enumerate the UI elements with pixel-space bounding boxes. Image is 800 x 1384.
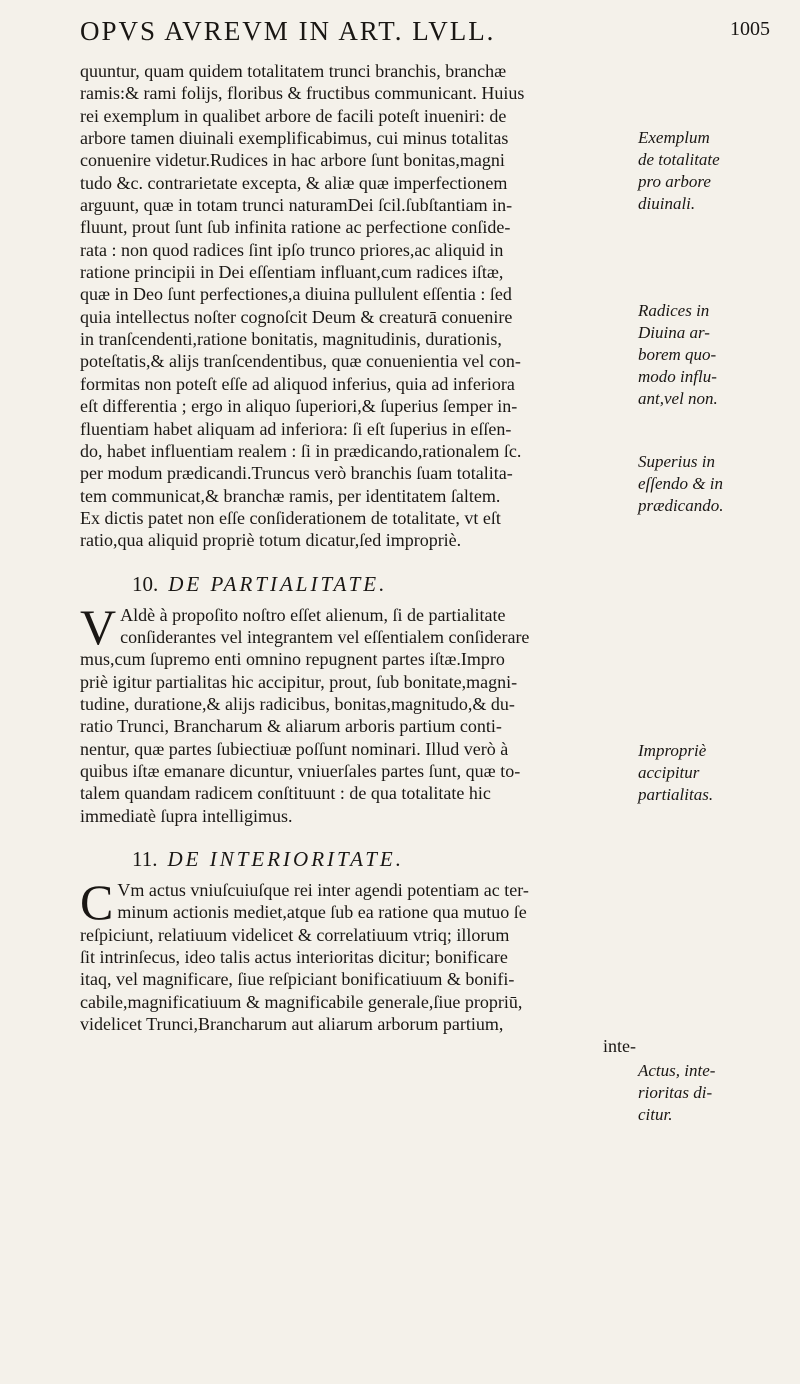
margin-line: eſſendo & in [638, 474, 723, 493]
text-line: quibus iſtæ emanare dicuntur, vniuerſales partes ſunt, quæ to- [80, 760, 521, 781]
text-line: fluentiam habet aliquam ad inferiora: ſi eſt ſuperius in eſſen- [80, 418, 512, 439]
text-line: per modum prædicandi.Truncus verò branchis ſuam totalita- [80, 463, 513, 484]
margin-line: prædicando. [638, 496, 724, 515]
margin-line: borem quo- [638, 345, 717, 364]
paragraph-totalitas [80, 60, 636, 552]
section-heading-partialitate [80, 564, 636, 604]
text-line: minum actionis mediet,atque ſub ea ratione qua mutuo ſe [117, 902, 527, 923]
margin-line: pro arbore [638, 172, 711, 191]
text-line: ramis:& rami folijs, floribus & fructibus communicant. Huius [80, 83, 525, 104]
margin-line: rioritas di- [638, 1083, 713, 1102]
text-line: formitas non poteſt eſſe ad aliquod inferius, quia ad inferiora [80, 373, 515, 394]
margin-note-superius [638, 451, 723, 517]
margin-line: citur. [638, 1105, 673, 1124]
text-line: videlicet Trunci,Brancharum aut aliarum arborum partium, [80, 1014, 504, 1035]
margin-note-radices [638, 300, 718, 410]
page-header [80, 12, 770, 52]
section-number: 11. [132, 847, 158, 871]
text-line: rata : non quod radices ſint ipſo trunco priores,ac aliquid in [80, 239, 504, 260]
paragraph-interioritas [80, 874, 636, 1058]
text-line: eſt differentia ; ergo in aliquo ſuperiori,& ſuperius ſemper in- [80, 396, 518, 417]
margin-note-actus [638, 1060, 715, 1126]
margin-line: Diuina ar- [638, 323, 710, 342]
paragraph-partialitas [80, 598, 636, 827]
section-heading-interioritate [80, 839, 636, 879]
margin-line: Impropriè [638, 741, 707, 760]
margin-line: partialitas. [638, 785, 714, 804]
text-line: fluunt, prout ſunt ſub infinita ratione ac perfectione conſide- [80, 217, 511, 238]
text-line: ſit intrinſecus, ideo talis actus interioritas dicitur; bonificare [80, 947, 508, 968]
text-line: Aldè à propoſito noſtro eſſet alienum, ſi de partialitate [120, 604, 506, 625]
margin-line: Actus, inte- [638, 1061, 716, 1080]
main-text-column [80, 60, 636, 1058]
text-line: quæ in Deo ſunt perfectiones,a diuina pullulent eſſentia : ſed [80, 284, 512, 305]
margin-line: Superius in [638, 452, 715, 471]
text-line: rei exemplum in qualibet arbore de facili poteſt inueniri: de [80, 105, 507, 126]
section-title: DE PARTIALITATE. [168, 571, 388, 596]
text-line: ratio,qua aliquid propriè totum dicatur,ſed impropriè. [80, 530, 462, 551]
margin-line: Exemplum [638, 128, 710, 147]
running-title: OPVS AVREVM IN ART. LVLL. [80, 16, 496, 46]
margin-line: modo influ- [638, 367, 717, 386]
text-line: tem communicat,& branchæ ramis, per identitatem ſaltem. [80, 485, 501, 506]
text-line: immediatè ſupra intelligimus. [80, 805, 293, 826]
page-number: 1005 [730, 18, 770, 40]
margin-note-impropria [638, 740, 713, 806]
text-line: conſiderantes vel integrantem vel eſſentialem conſiderare [120, 626, 530, 647]
section-number: 10. [132, 571, 159, 596]
margin-line: accipitur [638, 763, 700, 782]
margin-note-exemplum [638, 127, 720, 215]
margin-line: ant,vel non. [638, 389, 718, 408]
text-line: poteſtatis,& alijs tranſcendentibus, quæ conuenientia vel con- [80, 351, 521, 372]
text-line: cabile,magnificatiuum & magnificabile generale,ſiue propriū, [80, 991, 523, 1012]
text-line: Vm actus vniuſcuiuſque rei inter agendi potentiam ac ter- [117, 880, 529, 900]
text-line: quia intellectus noſter cognoſcit Deum & creaturā conuenire [80, 306, 513, 327]
text-line: quuntur, quam quidem totalitatem trunci branchis, branchæ [80, 61, 507, 81]
text-line: ratione principii in Dei eſſentiam influant,cum radices iſtæ, [80, 262, 504, 283]
text-line: tudine, duratione,& alijs radicibus, bonitas,magnitudo,& du- [80, 693, 515, 714]
text-line: nentur, quæ partes ſubiectiuæ poſſunt nominari. Illud verò à [80, 738, 509, 759]
catchword: inte- [603, 1036, 636, 1057]
text-line: do, habet influentiam realem : ſi in prædicando,rationalem ſc. [80, 440, 522, 461]
text-line: ratio Trunci, Brancharum & aliarum arboris partium conti- [80, 716, 502, 737]
text-line: talem quandam radicem conſtituunt : de qua totalitate hic [80, 783, 491, 804]
margin-line: Radices in [638, 301, 710, 320]
text-line: arguunt, quæ in totam trunci naturamDei ſcil.ſubſtantiam in- [80, 195, 513, 216]
section-title: DE INTERIORITATE. [167, 847, 404, 871]
text-line: in tranſcendenti,ratione bonitatis, magnitudinis, durationis, [80, 329, 502, 350]
text-line: reſpiciunt, relatiuum videlicet & correlatiuum vtriq; illorum [80, 924, 510, 945]
text-line: arbore tamen diuinali exemplificabimus, cui minus totalitas [80, 128, 509, 149]
text-line: itaq, vel magnificare, ſiue reſpiciant bonificatiuum & bonifi- [80, 969, 515, 990]
text-line: tudo &c. contrarietate excepta, & aliæ quæ imperfectionem [80, 172, 508, 193]
drop-cap: V [80, 598, 117, 655]
drop-cap: C [80, 874, 114, 930]
margin-line: diuinali. [638, 194, 696, 213]
margin-line: de totalitate [638, 150, 720, 169]
text-line: mus,cum ſupremo enti omnino repugnent partes iſtæ.Impro [80, 649, 505, 670]
text-line: conuenire videtur.Rudices in hac arbore ſunt bonitas,magni [80, 150, 505, 171]
text-line: Ex dictis patet non eſſe conſiderationem de totalitate, vt eſt [80, 507, 501, 528]
text-line: priè igitur partialitas hic accipitur, prout, ſub bonitate,magni- [80, 671, 518, 692]
